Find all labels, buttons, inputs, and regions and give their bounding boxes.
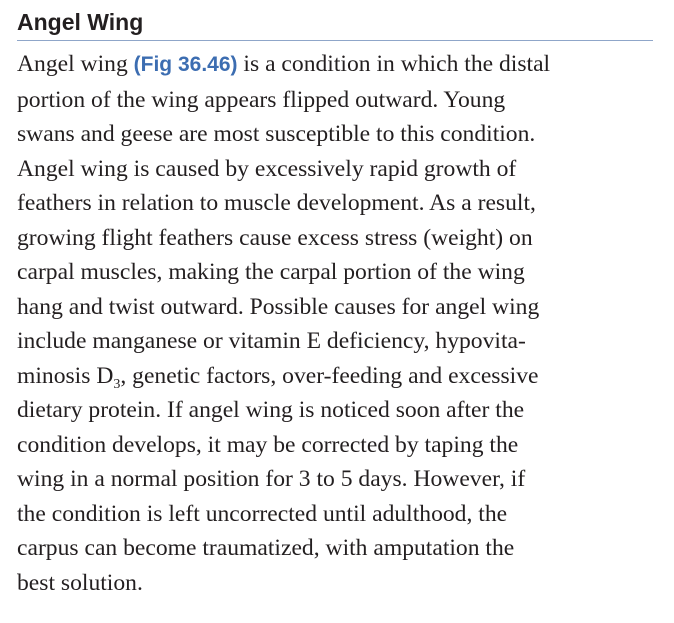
section-heading: Angel Wing: [17, 6, 653, 41]
text-line: carpus can become traumatized, with amputation the: [17, 535, 515, 561]
text-line: dietary protein. If angel wing is noticed soon after the: [17, 397, 525, 423]
text-line: portion of the wing appears flipped outward. Young: [17, 86, 506, 113]
text-line: best solution.: [17, 569, 143, 596]
subscript: 3: [113, 376, 121, 392]
text-line: the condition is left uncorrected until adulthood, the: [17, 500, 508, 527]
figure-reference-link[interactable]: (Fig 36.46): [133, 53, 238, 76]
text-line: carpal muscles, making the carpal portion of the wing: [17, 259, 525, 285]
text-line: condition develops, it may be corrected by taping the: [17, 431, 519, 458]
text-line: hang and twist outward. Possible causes for angel wing: [17, 293, 540, 320]
text-line: wing in a normal position for 3 to 5 days. However, if: [17, 466, 526, 492]
text-segment: Angel wing: [17, 51, 134, 77]
text-line: growing flight feathers cause excess stress (weight) on: [17, 224, 533, 251]
text-line: feathers in relation to muscle development. As a result,: [17, 190, 536, 216]
body-paragraph: [17, 47, 653, 600]
document-page: [17, 6, 653, 600]
text-segment: is a condition in which the distal: [237, 51, 551, 77]
text-segment: minosis D: [17, 362, 114, 389]
text-line: include manganese or vitamin E deficiency, hypovita-: [17, 328, 526, 354]
text-line: [17, 359, 653, 394]
text-line: Angel wing is caused by excessively rapid growth of: [17, 155, 517, 182]
text-line: swans and geese are most susceptible to this condition.: [17, 121, 536, 147]
text-line: [17, 47, 653, 83]
text-segment: , genetic factors, over-feeding and excessive: [120, 362, 539, 389]
